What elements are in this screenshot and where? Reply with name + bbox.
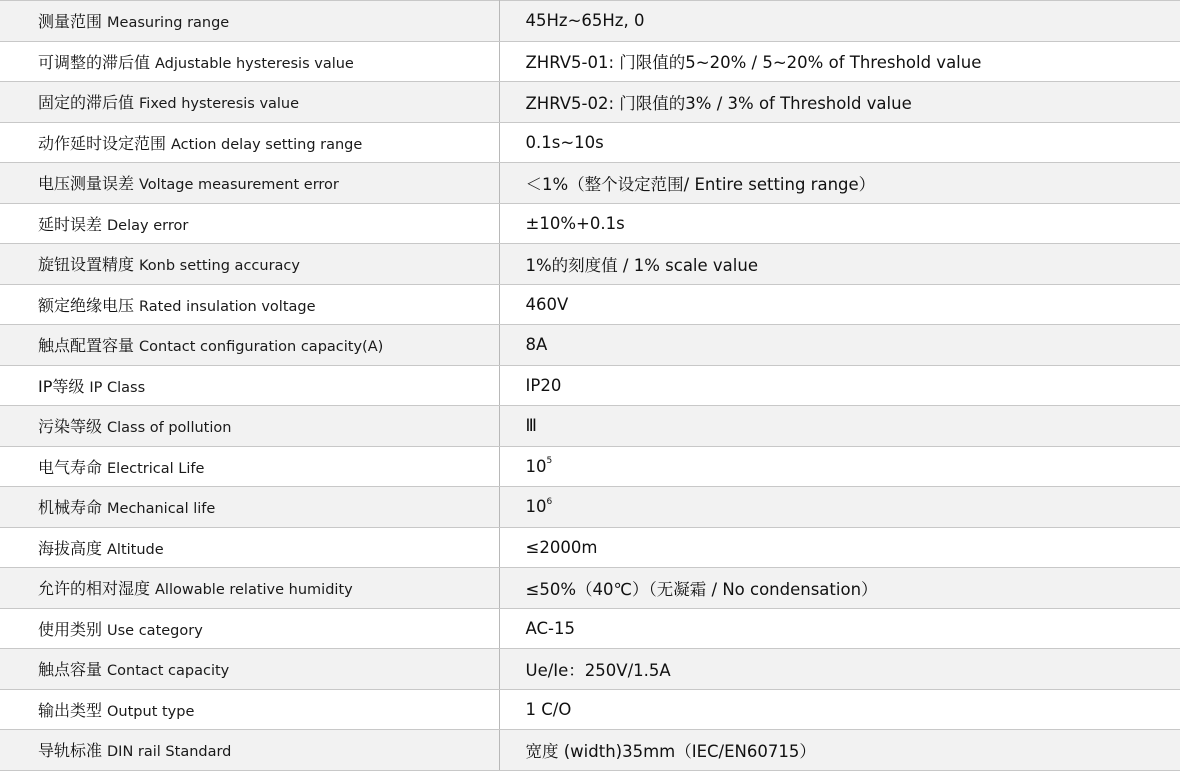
- spec-label-cell: [0, 365, 499, 406]
- spec-label-en: Rated insulation voltage: [139, 298, 316, 315]
- spec-label-cell: [0, 730, 499, 771]
- spec-value-cell: [499, 325, 1180, 366]
- table-row: [0, 1, 1180, 42]
- table-row: [0, 406, 1180, 447]
- table-row: [0, 122, 1180, 163]
- spec-value-cell: [499, 365, 1180, 406]
- spec-label-zh: 动作延时设定范围: [38, 133, 167, 153]
- spec-label-en: Mechanical life: [107, 501, 216, 518]
- spec-value-cell: [499, 82, 1180, 123]
- spec-value-cell: [499, 244, 1180, 285]
- spec-label-cell: [0, 689, 499, 730]
- spec-label-en: Konb setting accuracy: [139, 258, 300, 275]
- spec-value: 1 C/O: [525, 699, 572, 719]
- spec-label-zh: 触点配置容量: [38, 336, 135, 356]
- spec-value: 10: [525, 456, 547, 476]
- spec-label-zh: 污染等级: [38, 417, 103, 437]
- spec-label-zh: 测量范围: [38, 12, 103, 32]
- spec-value: 460V: [525, 294, 569, 314]
- spec-label-zh: 延时误差: [38, 214, 103, 234]
- table-row: [0, 325, 1180, 366]
- spec-label-en: Output type: [107, 703, 195, 720]
- spec-label-cell: [0, 446, 499, 487]
- spec-label-zh: 触点容量: [38, 660, 103, 680]
- spec-label-en: Action delay setting range: [171, 136, 363, 153]
- table-row: [0, 446, 1180, 487]
- spec-label-zh: IP等级: [38, 376, 85, 396]
- spec-label-cell: [0, 203, 499, 244]
- spec-label-zh: 额定绝缘电压: [38, 295, 135, 315]
- spec-label-cell: [0, 527, 499, 568]
- spec-value: Ⅲ: [525, 416, 537, 436]
- table-row: [0, 568, 1180, 609]
- spec-label-en: Contact capacity: [107, 663, 230, 680]
- spec-value-cell: [499, 284, 1180, 325]
- spec-value: ±10%+0.1s: [525, 213, 625, 233]
- spec-value: ＜1%（整个设定范围/ Entire setting range）: [525, 174, 876, 194]
- spec-value: IP20: [525, 375, 562, 395]
- spec-value: 45Hz~65Hz, 0: [525, 11, 645, 31]
- spec-value: AC-15: [525, 618, 575, 638]
- spec-label-cell: [0, 325, 499, 366]
- table-row: [0, 608, 1180, 649]
- spec-value-cell: [499, 446, 1180, 487]
- spec-value-cell: [499, 608, 1180, 649]
- spec-value: 宽度 (width)35mm（IEC/EN60715）: [525, 741, 816, 761]
- table-row: [0, 284, 1180, 325]
- spec-table-body: [0, 1, 1180, 771]
- spec-label-en: Fixed hysteresis value: [139, 96, 300, 113]
- table-row: [0, 203, 1180, 244]
- spec-value-cell: [499, 406, 1180, 447]
- spec-label-en: DIN rail Standard: [107, 744, 232, 761]
- spec-value-cell: [499, 203, 1180, 244]
- spec-value-cell: [499, 1, 1180, 42]
- table-row: [0, 41, 1180, 82]
- spec-value-cell: [499, 41, 1180, 82]
- spec-label-cell: [0, 568, 499, 609]
- spec-value-cell: [499, 730, 1180, 771]
- table-row: [0, 163, 1180, 204]
- spec-value: 0.1s~10s: [525, 132, 604, 152]
- spec-label-en: Allowable relative humidity: [155, 582, 353, 599]
- table-row: [0, 365, 1180, 406]
- spec-label-cell: [0, 649, 499, 690]
- spec-value-cell: [499, 568, 1180, 609]
- spec-label-en: Altitude: [107, 541, 164, 558]
- spec-label-cell: [0, 608, 499, 649]
- spec-value-cell: [499, 649, 1180, 690]
- spec-value-cell: [499, 122, 1180, 163]
- spec-label-cell: [0, 1, 499, 42]
- spec-value: ≤2000m: [525, 537, 598, 557]
- spec-value: ZHRV5-02: 门限值的3% / 3% of Threshold value: [525, 93, 912, 113]
- spec-label-en: IP Class: [89, 379, 146, 396]
- spec-label-en: Adjustable hysteresis value: [155, 55, 354, 72]
- spec-label-cell: [0, 163, 499, 204]
- spec-label-en: Voltage measurement error: [139, 177, 339, 194]
- spec-label-zh: 允许的相对湿度: [38, 579, 151, 599]
- spec-label-en: Measuring range: [107, 15, 230, 32]
- spec-value: 8A: [525, 335, 548, 355]
- spec-value: Ue/Ie：250V/1.5A: [525, 660, 671, 680]
- spec-label-cell: [0, 244, 499, 285]
- spec-value: ≤50%（40℃）（无凝霜 / No condensation）: [525, 579, 878, 599]
- spec-label-en: Use category: [107, 622, 203, 639]
- spec-label-zh: 机械寿命: [38, 498, 103, 518]
- spec-label-zh: 使用类别: [38, 619, 103, 639]
- spec-label-cell: [0, 284, 499, 325]
- table-row: [0, 649, 1180, 690]
- spec-label-en: Delay error: [107, 217, 189, 234]
- spec-label-zh: 电气寿命: [38, 457, 103, 477]
- spec-value-exponent: 5: [546, 456, 553, 467]
- spec-label-zh: 海拔高度: [38, 538, 103, 558]
- spec-label-cell: [0, 487, 499, 528]
- table-row: [0, 487, 1180, 528]
- spec-label-cell: [0, 82, 499, 123]
- spec-label-en: Contact configuration capacity(A): [139, 339, 384, 356]
- spec-label-zh: 固定的滞后值: [38, 93, 135, 113]
- spec-label-zh: 电压测量误差: [38, 174, 135, 194]
- spec-label-cell: [0, 41, 499, 82]
- spec-value-cell: [499, 487, 1180, 528]
- spec-value-cell: [499, 163, 1180, 204]
- spec-label-zh: 旋钮设置精度: [38, 255, 135, 275]
- table-row: [0, 244, 1180, 285]
- spec-label-zh: 导轨标准: [38, 741, 103, 761]
- spec-value: 10: [525, 497, 547, 517]
- spec-label-cell: [0, 122, 499, 163]
- spec-value-exponent: 6: [546, 496, 553, 507]
- spec-value: 1%的刻度值 / 1% scale value: [525, 255, 758, 275]
- spec-label-zh: 可调整的滞后值: [38, 52, 151, 72]
- spec-label-en: Class of pollution: [107, 420, 232, 437]
- spec-value: ZHRV5-01: 门限值的5~20% / 5~20% of Threshold value: [525, 53, 982, 73]
- table-row: [0, 82, 1180, 123]
- spec-label-en: Electrical Life: [107, 460, 205, 477]
- spec-value-cell: [499, 689, 1180, 730]
- table-row: [0, 527, 1180, 568]
- table-row: [0, 730, 1180, 771]
- spec-label-zh: 输出类型: [38, 700, 103, 720]
- spec-label-cell: [0, 406, 499, 447]
- table-row: [0, 689, 1180, 730]
- spec-value-cell: [499, 527, 1180, 568]
